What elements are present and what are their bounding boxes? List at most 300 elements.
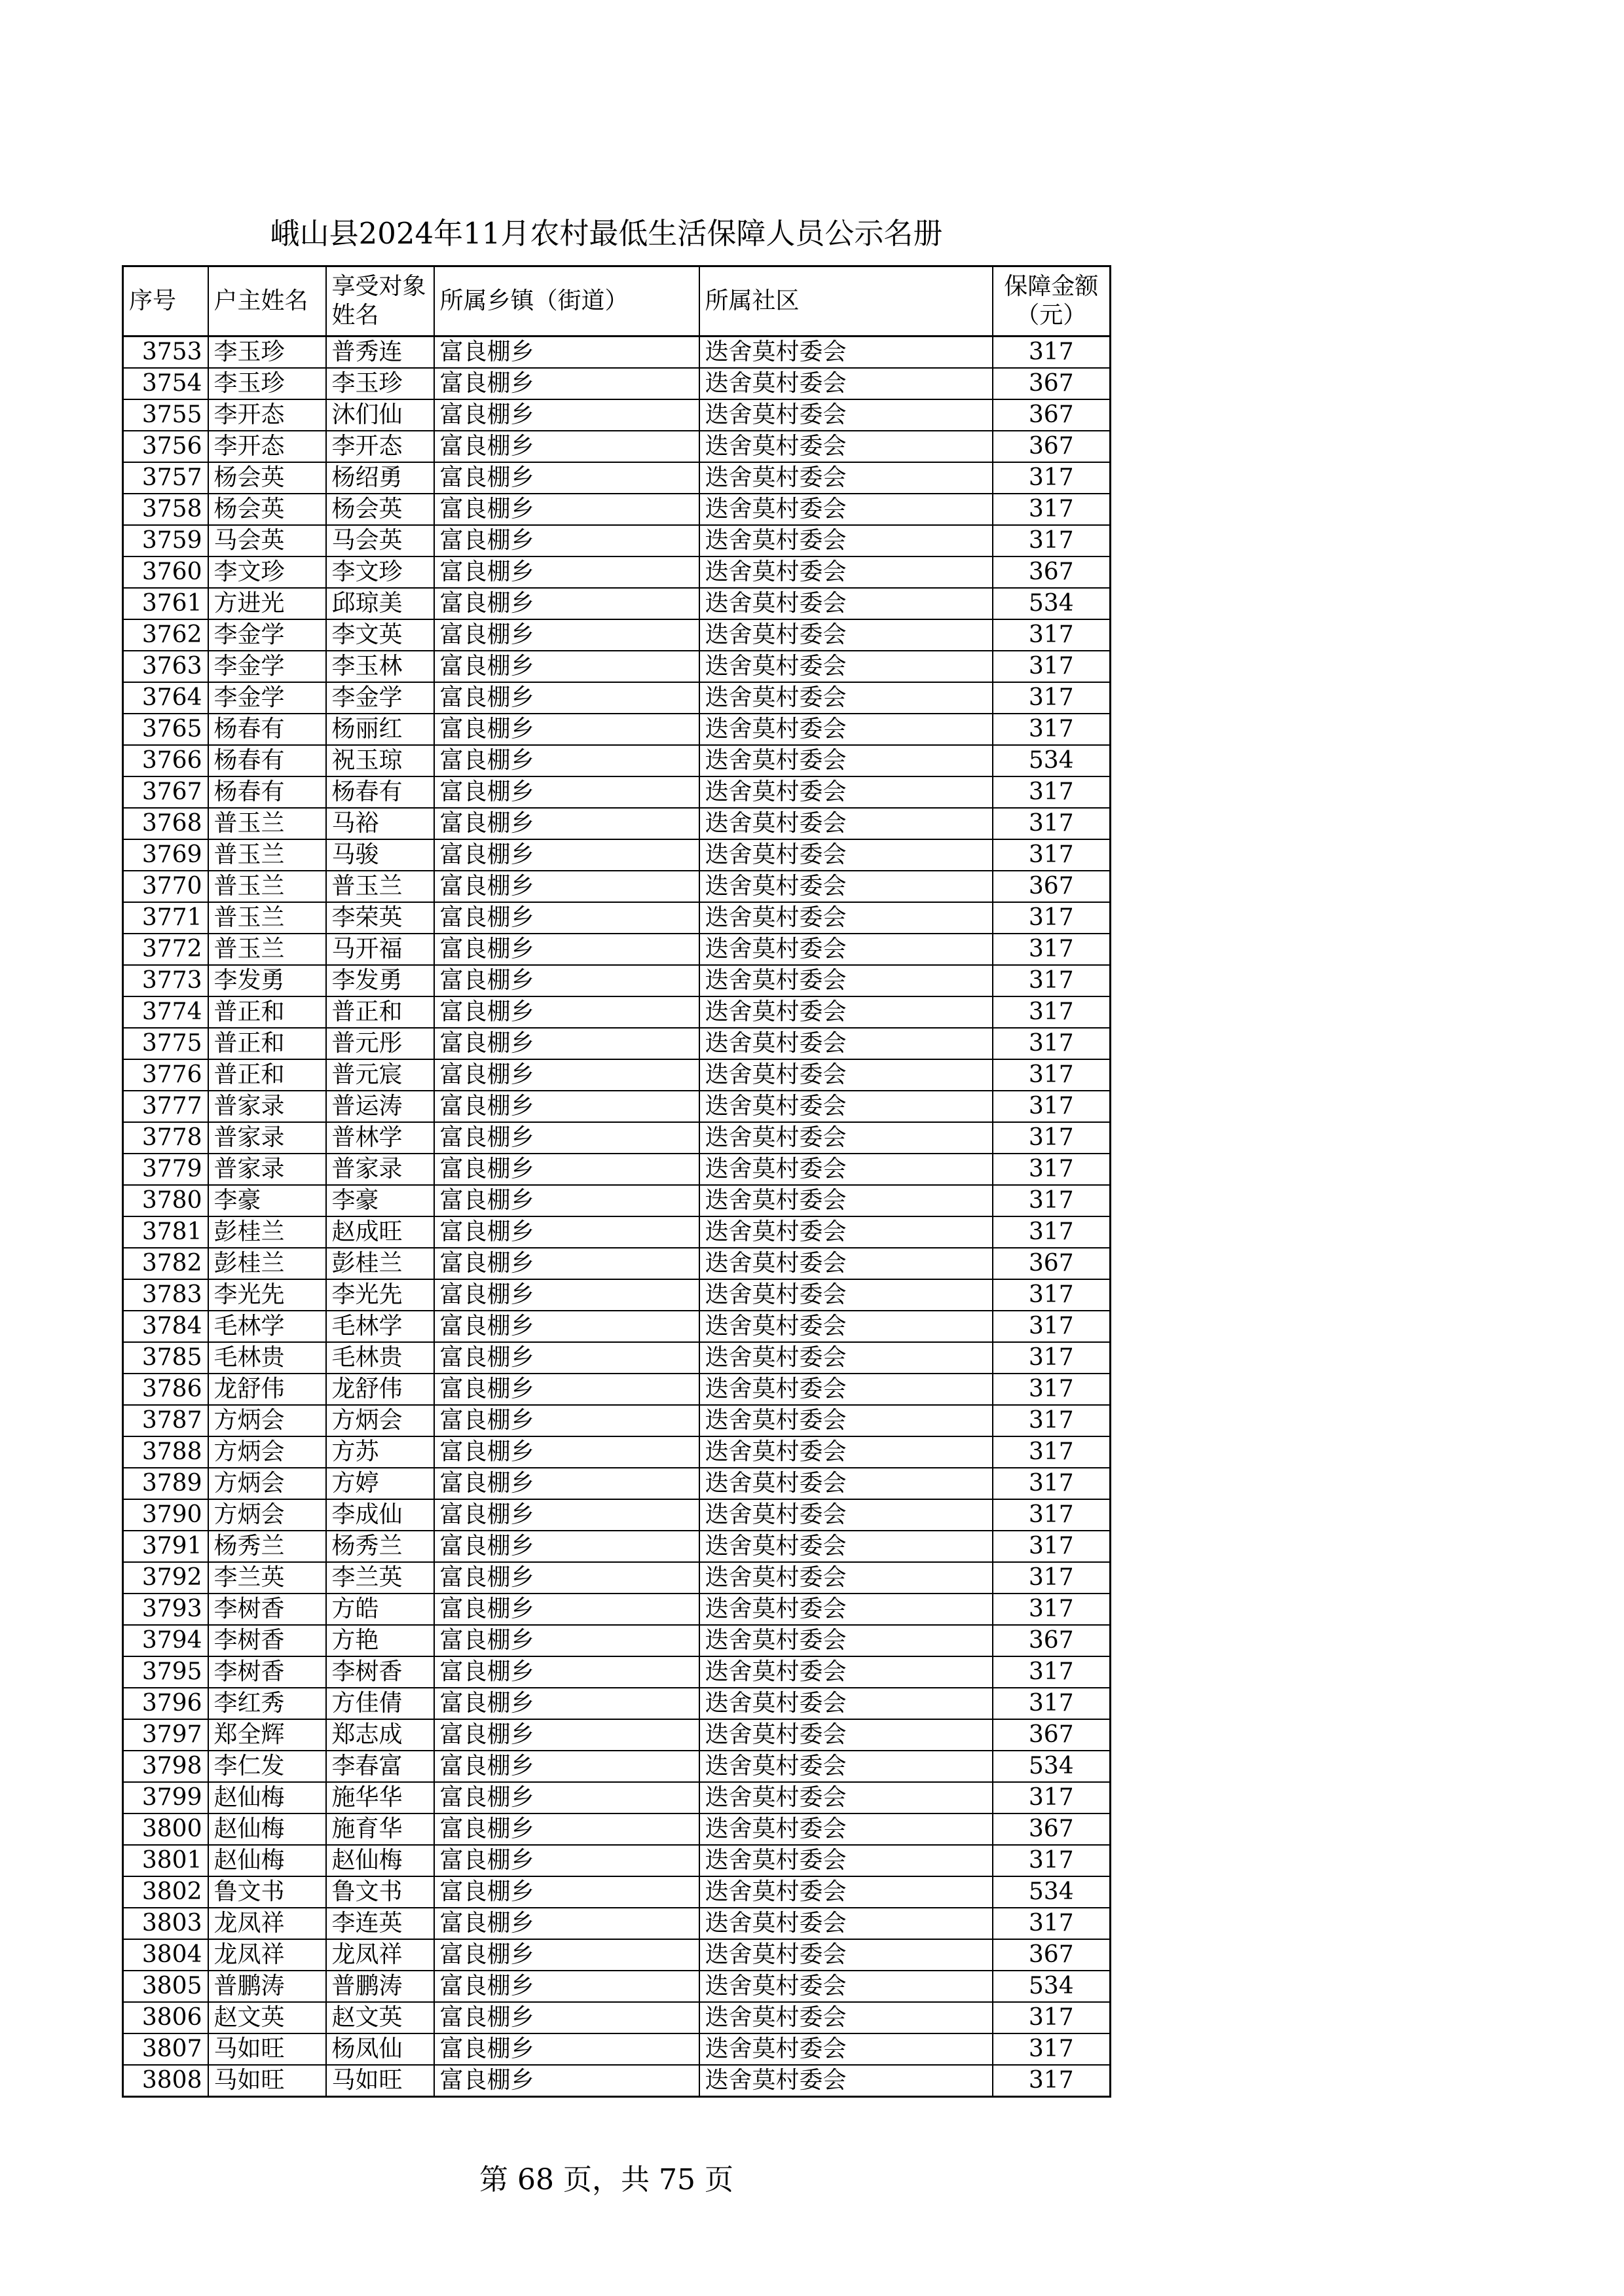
head-name-cell: 赵仙梅 <box>208 1813 326 1845</box>
seq-cell: 3805 <box>123 1971 208 2002</box>
amount-cell: 317 <box>993 1374 1111 1405</box>
community-cell: 迭舍莫村委会 <box>699 934 993 965</box>
community-cell: 迭舍莫村委会 <box>699 1028 993 1059</box>
township-cell: 富良棚乡 <box>434 1374 699 1405</box>
head-name-cell: 普玉兰 <box>208 839 326 871</box>
community-cell: 迭舍莫村委会 <box>699 399 993 431</box>
beneficiary-cell: 方苏 <box>326 1436 434 1468</box>
township-cell: 富良棚乡 <box>434 619 699 651</box>
community-cell: 迭舍莫村委会 <box>699 1122 993 1154</box>
community-cell: 迭舍莫村委会 <box>699 902 993 934</box>
township-cell: 富良棚乡 <box>434 1845 699 1876</box>
beneficiary-cell: 郑志成 <box>326 1719 434 1751</box>
header-township: 所属乡镇（街道） <box>434 266 699 337</box>
beneficiary-cell: 邱琼美 <box>326 588 434 619</box>
township-cell: 富良棚乡 <box>434 1154 699 1185</box>
head-name-cell: 普家录 <box>208 1154 326 1185</box>
amount-cell: 317 <box>993 1845 1111 1876</box>
community-cell: 迭舍莫村委会 <box>699 462 993 494</box>
head-name-cell: 杨春有 <box>208 776 326 808</box>
beneficiary-cell: 赵文英 <box>326 2002 434 2033</box>
table-row <box>123 1499 1111 1531</box>
table-row <box>123 1216 1111 1248</box>
head-name-cell: 杨秀兰 <box>208 1531 326 1562</box>
head-name-cell: 马会英 <box>208 525 326 556</box>
community-cell: 迭舍莫村委会 <box>699 1311 993 1342</box>
seq-cell: 3770 <box>123 871 208 902</box>
community-cell: 迭舍莫村委会 <box>699 1719 993 1751</box>
seq-cell: 3786 <box>123 1374 208 1405</box>
township-cell: 富良棚乡 <box>434 494 699 525</box>
roster-table <box>122 265 1111 2098</box>
seq-cell: 3758 <box>123 494 208 525</box>
township-cell: 富良棚乡 <box>434 902 699 934</box>
seq-cell: 3792 <box>123 1562 208 1594</box>
head-name-cell: 赵仙梅 <box>208 1845 326 1876</box>
township-cell: 富良棚乡 <box>434 682 699 714</box>
table-row <box>123 2033 1111 2065</box>
community-cell: 迭舍莫村委会 <box>699 776 993 808</box>
township-cell: 富良棚乡 <box>434 556 699 588</box>
seq-cell: 3776 <box>123 1059 208 1091</box>
township-cell: 富良棚乡 <box>434 1531 699 1562</box>
head-name-cell: 普正和 <box>208 996 326 1028</box>
amount-cell: 317 <box>993 1154 1111 1185</box>
amount-cell: 317 <box>993 965 1111 996</box>
seq-cell: 3779 <box>123 1154 208 1185</box>
township-cell: 富良棚乡 <box>434 1091 699 1122</box>
head-name-cell: 龙凤祥 <box>208 1939 326 1971</box>
beneficiary-cell: 普秀连 <box>326 337 434 369</box>
amount-cell: 317 <box>993 1499 1111 1531</box>
township-cell: 富良棚乡 <box>434 808 699 839</box>
township-cell: 富良棚乡 <box>434 2033 699 2065</box>
head-name-cell: 方进光 <box>208 588 326 619</box>
table-row <box>123 1468 1111 1499</box>
community-cell: 迭舍莫村委会 <box>699 1499 993 1531</box>
table-row <box>123 1531 1111 1562</box>
beneficiary-cell: 李文珍 <box>326 556 434 588</box>
beneficiary-cell: 杨春有 <box>326 776 434 808</box>
table-row <box>123 902 1111 934</box>
township-cell: 富良棚乡 <box>434 839 699 871</box>
community-cell: 迭舍莫村委会 <box>699 1248 993 1279</box>
community-cell: 迭舍莫村委会 <box>699 1405 993 1436</box>
page-footer: 第 68 页，共 75 页 <box>479 2163 733 2196</box>
community-cell: 迭舍莫村委会 <box>699 494 993 525</box>
community-cell: 迭舍莫村委会 <box>699 1908 993 1939</box>
beneficiary-cell: 马裕 <box>326 808 434 839</box>
community-cell: 迭舍莫村委会 <box>699 1876 993 1908</box>
head-name-cell: 毛林贵 <box>208 1342 326 1374</box>
amount-cell: 534 <box>993 1971 1111 2002</box>
table-row <box>123 965 1111 996</box>
beneficiary-cell: 李成仙 <box>326 1499 434 1531</box>
amount-cell: 317 <box>993 651 1111 682</box>
table-row <box>123 2065 1111 2097</box>
township-cell: 富良棚乡 <box>434 714 699 745</box>
township-cell: 富良棚乡 <box>434 525 699 556</box>
amount-cell: 317 <box>993 714 1111 745</box>
amount-cell: 317 <box>993 337 1111 369</box>
community-cell: 迭舍莫村委会 <box>699 1625 993 1656</box>
table-row <box>123 588 1111 619</box>
seq-cell: 3800 <box>123 1813 208 1845</box>
township-cell: 富良棚乡 <box>434 996 699 1028</box>
table-row <box>123 1154 1111 1185</box>
seq-cell: 3803 <box>123 1908 208 1939</box>
beneficiary-cell: 杨丽红 <box>326 714 434 745</box>
table-row <box>123 1248 1111 1279</box>
amount-cell: 317 <box>993 902 1111 934</box>
head-name-cell: 毛林学 <box>208 1311 326 1342</box>
amount-cell: 317 <box>993 808 1111 839</box>
amount-cell: 317 <box>993 1091 1111 1122</box>
table-row <box>123 776 1111 808</box>
beneficiary-cell: 普元彤 <box>326 1028 434 1059</box>
table-row <box>123 1845 1111 1876</box>
community-cell: 迭舍莫村委会 <box>699 1279 993 1311</box>
seq-cell: 3771 <box>123 902 208 934</box>
table-row <box>123 1971 1111 2002</box>
amount-cell: 317 <box>993 1782 1111 1813</box>
beneficiary-cell: 李玉珍 <box>326 368 434 399</box>
amount-cell: 317 <box>993 1279 1111 1311</box>
township-cell: 富良棚乡 <box>434 1185 699 1216</box>
township-cell: 富良棚乡 <box>434 651 699 682</box>
amount-cell: 317 <box>993 996 1111 1028</box>
amount-cell: 317 <box>993 934 1111 965</box>
community-cell: 迭舍莫村委会 <box>699 1939 993 1971</box>
head-name-cell: 李金学 <box>208 619 326 651</box>
seq-cell: 3763 <box>123 651 208 682</box>
beneficiary-cell: 李豪 <box>326 1185 434 1216</box>
table-row <box>123 525 1111 556</box>
community-cell: 迭舍莫村委会 <box>699 965 993 996</box>
township-cell: 富良棚乡 <box>434 1939 699 1971</box>
head-name-cell: 李发勇 <box>208 965 326 996</box>
head-name-cell: 普正和 <box>208 1059 326 1091</box>
community-cell: 迭舍莫村委会 <box>699 1845 993 1876</box>
amount-cell: 317 <box>993 1311 1111 1342</box>
seq-cell: 3754 <box>123 368 208 399</box>
township-cell: 富良棚乡 <box>434 2002 699 2033</box>
head-name-cell: 鲁文书 <box>208 1876 326 1908</box>
head-name-cell: 龙凤祥 <box>208 1908 326 1939</box>
amount-cell: 534 <box>993 745 1111 776</box>
head-name-cell: 普玉兰 <box>208 808 326 839</box>
head-name-cell: 赵仙梅 <box>208 1782 326 1813</box>
amount-cell: 534 <box>993 1876 1111 1908</box>
beneficiary-cell: 普正和 <box>326 996 434 1028</box>
beneficiary-cell: 杨会英 <box>326 494 434 525</box>
amount-cell: 367 <box>993 1625 1111 1656</box>
table-row <box>123 1813 1111 1845</box>
seq-cell: 3778 <box>123 1122 208 1154</box>
community-cell: 迭舍莫村委会 <box>699 871 993 902</box>
community-cell: 迭舍莫村委会 <box>699 1688 993 1719</box>
seq-cell: 3777 <box>123 1091 208 1122</box>
township-cell: 富良棚乡 <box>434 934 699 965</box>
table-row <box>123 651 1111 682</box>
community-cell: 迭舍莫村委会 <box>699 1594 993 1625</box>
seq-cell: 3785 <box>123 1342 208 1374</box>
seq-cell: 3761 <box>123 588 208 619</box>
amount-cell: 317 <box>993 839 1111 871</box>
beneficiary-cell: 龙舒伟 <box>326 1374 434 1405</box>
table-body <box>123 337 1111 2097</box>
beneficiary-cell: 李开态 <box>326 431 434 462</box>
community-cell: 迭舍莫村委会 <box>699 2002 993 2033</box>
table-row <box>123 1594 1111 1625</box>
township-cell: 富良棚乡 <box>434 776 699 808</box>
amount-cell: 367 <box>993 1813 1111 1845</box>
table-row <box>123 1342 1111 1374</box>
township-cell: 富良棚乡 <box>434 2065 699 2097</box>
community-cell: 迭舍莫村委会 <box>699 651 993 682</box>
seq-cell: 3788 <box>123 1436 208 1468</box>
seq-cell: 3789 <box>123 1468 208 1499</box>
beneficiary-cell: 李光先 <box>326 1279 434 1311</box>
seq-cell: 3773 <box>123 965 208 996</box>
community-cell: 迭舍莫村委会 <box>699 1342 993 1374</box>
seq-cell: 3774 <box>123 996 208 1028</box>
seq-cell: 3794 <box>123 1625 208 1656</box>
seq-cell: 3764 <box>123 682 208 714</box>
community-cell: 迭舍莫村委会 <box>699 745 993 776</box>
seq-cell: 3808 <box>123 2065 208 2097</box>
seq-cell: 3772 <box>123 934 208 965</box>
township-cell: 富良棚乡 <box>434 1279 699 1311</box>
township-cell: 富良棚乡 <box>434 1059 699 1091</box>
table-row <box>123 462 1111 494</box>
beneficiary-cell: 李玉林 <box>326 651 434 682</box>
head-name-cell: 龙舒伟 <box>208 1374 326 1405</box>
head-name-cell: 彭桂兰 <box>208 1248 326 1279</box>
beneficiary-cell: 方婷 <box>326 1468 434 1499</box>
amount-cell: 317 <box>993 1531 1111 1562</box>
seq-cell: 3756 <box>123 431 208 462</box>
community-cell: 迭舍莫村委会 <box>699 1782 993 1813</box>
amount-cell: 367 <box>993 399 1111 431</box>
seq-cell: 3795 <box>123 1656 208 1688</box>
head-name-cell: 普家录 <box>208 1091 326 1122</box>
seq-cell: 3765 <box>123 714 208 745</box>
beneficiary-cell: 马开福 <box>326 934 434 965</box>
header-row <box>123 266 1111 337</box>
beneficiary-cell: 鲁文书 <box>326 1876 434 1908</box>
table-row <box>123 934 1111 965</box>
seq-cell: 3807 <box>123 2033 208 2065</box>
seq-cell: 3791 <box>123 1531 208 1562</box>
table-row <box>123 1625 1111 1656</box>
head-name-cell: 赵文英 <box>208 2002 326 2033</box>
head-name-cell: 方炳会 <box>208 1405 326 1436</box>
beneficiary-cell: 毛林学 <box>326 1311 434 1342</box>
beneficiary-cell: 施华华 <box>326 1782 434 1813</box>
amount-cell: 317 <box>993 682 1111 714</box>
table-row <box>123 1939 1111 1971</box>
head-name-cell: 普玉兰 <box>208 902 326 934</box>
township-cell: 富良棚乡 <box>434 871 699 902</box>
amount-cell: 317 <box>993 525 1111 556</box>
township-cell: 富良棚乡 <box>434 1342 699 1374</box>
community-cell: 迭舍莫村委会 <box>699 556 993 588</box>
seq-cell: 3787 <box>123 1405 208 1436</box>
township-cell: 富良棚乡 <box>434 368 699 399</box>
table-row <box>123 1185 1111 1216</box>
table-row <box>123 556 1111 588</box>
township-cell: 富良棚乡 <box>434 588 699 619</box>
header-seq: 序号 <box>123 266 208 337</box>
seq-cell: 3801 <box>123 1845 208 1876</box>
table-row <box>123 1908 1111 1939</box>
table-row <box>123 1876 1111 1908</box>
community-cell: 迭舍莫村委会 <box>699 1468 993 1499</box>
township-cell: 富良棚乡 <box>434 745 699 776</box>
beneficiary-cell: 马会英 <box>326 525 434 556</box>
beneficiary-cell: 李发勇 <box>326 965 434 996</box>
community-cell: 迭舍莫村委会 <box>699 808 993 839</box>
beneficiary-cell: 方炳会 <box>326 1405 434 1436</box>
township-cell: 富良棚乡 <box>434 1562 699 1594</box>
community-cell: 迭舍莫村委会 <box>699 1374 993 1405</box>
head-name-cell: 李豪 <box>208 1185 326 1216</box>
amount-cell: 317 <box>993 619 1111 651</box>
beneficiary-cell: 赵仙梅 <box>326 1845 434 1876</box>
amount-cell: 317 <box>993 776 1111 808</box>
head-name-cell: 李玉珍 <box>208 337 326 369</box>
table-row <box>123 1782 1111 1813</box>
seq-cell: 3769 <box>123 839 208 871</box>
header-beneficiary: 享受对象姓名 <box>326 266 434 337</box>
head-name-cell: 李文珍 <box>208 556 326 588</box>
head-name-cell: 普玉兰 <box>208 934 326 965</box>
township-cell: 富良棚乡 <box>434 1782 699 1813</box>
community-cell: 迭舍莫村委会 <box>699 1813 993 1845</box>
amount-cell: 367 <box>993 431 1111 462</box>
beneficiary-cell: 赵成旺 <box>326 1216 434 1248</box>
table-row <box>123 1091 1111 1122</box>
seq-cell: 3775 <box>123 1028 208 1059</box>
seq-cell: 3762 <box>123 619 208 651</box>
table-row <box>123 839 1111 871</box>
table-row <box>123 1374 1111 1405</box>
table-row <box>123 682 1111 714</box>
beneficiary-cell: 马如旺 <box>326 2065 434 2097</box>
township-cell: 富良棚乡 <box>434 1656 699 1688</box>
community-cell: 迭舍莫村委会 <box>699 1531 993 1562</box>
beneficiary-cell: 普玉兰 <box>326 871 434 902</box>
head-name-cell: 方炳会 <box>208 1468 326 1499</box>
beneficiary-cell: 沐们仙 <box>326 399 434 431</box>
township-cell: 富良棚乡 <box>434 1688 699 1719</box>
amount-cell: 534 <box>993 1751 1111 1782</box>
community-cell: 迭舍莫村委会 <box>699 2033 993 2065</box>
head-name-cell: 彭桂兰 <box>208 1216 326 1248</box>
beneficiary-cell: 杨凤仙 <box>326 2033 434 2065</box>
seq-cell: 3755 <box>123 399 208 431</box>
community-cell: 迭舍莫村委会 <box>699 619 993 651</box>
community-cell: 迭舍莫村委会 <box>699 431 993 462</box>
head-name-cell: 李树香 <box>208 1656 326 1688</box>
beneficiary-cell: 杨秀兰 <box>326 1531 434 1562</box>
township-cell: 富良棚乡 <box>434 965 699 996</box>
amount-cell: 317 <box>993 1122 1111 1154</box>
head-name-cell: 普家录 <box>208 1122 326 1154</box>
table-row <box>123 871 1111 902</box>
township-cell: 富良棚乡 <box>434 1625 699 1656</box>
amount-cell: 317 <box>993 2002 1111 2033</box>
seq-cell: 3790 <box>123 1499 208 1531</box>
table-row <box>123 1028 1111 1059</box>
seq-cell: 3783 <box>123 1279 208 1311</box>
table-row <box>123 619 1111 651</box>
community-cell: 迭舍莫村委会 <box>699 839 993 871</box>
community-cell: 迭舍莫村委会 <box>699 1091 993 1122</box>
amount-cell: 317 <box>993 1594 1111 1625</box>
seq-cell: 3768 <box>123 808 208 839</box>
beneficiary-cell: 祝玉琼 <box>326 745 434 776</box>
community-cell: 迭舍莫村委会 <box>699 368 993 399</box>
amount-cell: 317 <box>993 1562 1111 1594</box>
amount-cell: 317 <box>993 1059 1111 1091</box>
township-cell: 富良棚乡 <box>434 431 699 462</box>
beneficiary-cell: 李树香 <box>326 1656 434 1688</box>
head-name-cell: 李兰英 <box>208 1562 326 1594</box>
head-name-cell: 李玉珍 <box>208 368 326 399</box>
amount-cell: 317 <box>993 462 1111 494</box>
header-community: 所属社区 <box>699 266 993 337</box>
table-row <box>123 399 1111 431</box>
township-cell: 富良棚乡 <box>434 1436 699 1468</box>
community-cell: 迭舍莫村委会 <box>699 337 993 369</box>
amount-cell: 367 <box>993 1248 1111 1279</box>
table-row <box>123 2002 1111 2033</box>
seq-cell: 3782 <box>123 1248 208 1279</box>
seq-cell: 3784 <box>123 1311 208 1342</box>
community-cell: 迭舍莫村委会 <box>699 525 993 556</box>
table-row <box>123 996 1111 1028</box>
community-cell: 迭舍莫村委会 <box>699 1656 993 1688</box>
seq-cell: 3799 <box>123 1782 208 1813</box>
table-row <box>123 1688 1111 1719</box>
township-cell: 富良棚乡 <box>434 1813 699 1845</box>
amount-cell: 317 <box>993 2065 1111 2097</box>
seq-cell: 3806 <box>123 2002 208 2033</box>
seq-cell: 3753 <box>123 337 208 369</box>
amount-cell: 534 <box>993 588 1111 619</box>
seq-cell: 3793 <box>123 1594 208 1625</box>
amount-cell: 317 <box>993 494 1111 525</box>
community-cell: 迭舍莫村委会 <box>699 1751 993 1782</box>
beneficiary-cell: 施育华 <box>326 1813 434 1845</box>
amount-cell: 367 <box>993 556 1111 588</box>
head-name-cell: 李开态 <box>208 399 326 431</box>
table-row <box>123 1751 1111 1782</box>
head-name-cell: 普玉兰 <box>208 871 326 902</box>
township-cell: 富良棚乡 <box>434 399 699 431</box>
community-cell: 迭舍莫村委会 <box>699 1059 993 1091</box>
table-row <box>123 1122 1111 1154</box>
township-cell: 富良棚乡 <box>434 1468 699 1499</box>
township-cell: 富良棚乡 <box>434 1594 699 1625</box>
amount-cell: 367 <box>993 368 1111 399</box>
table-row <box>123 1405 1111 1436</box>
township-cell: 富良棚乡 <box>434 1028 699 1059</box>
township-cell: 富良棚乡 <box>434 337 699 369</box>
head-name-cell: 李树香 <box>208 1594 326 1625</box>
